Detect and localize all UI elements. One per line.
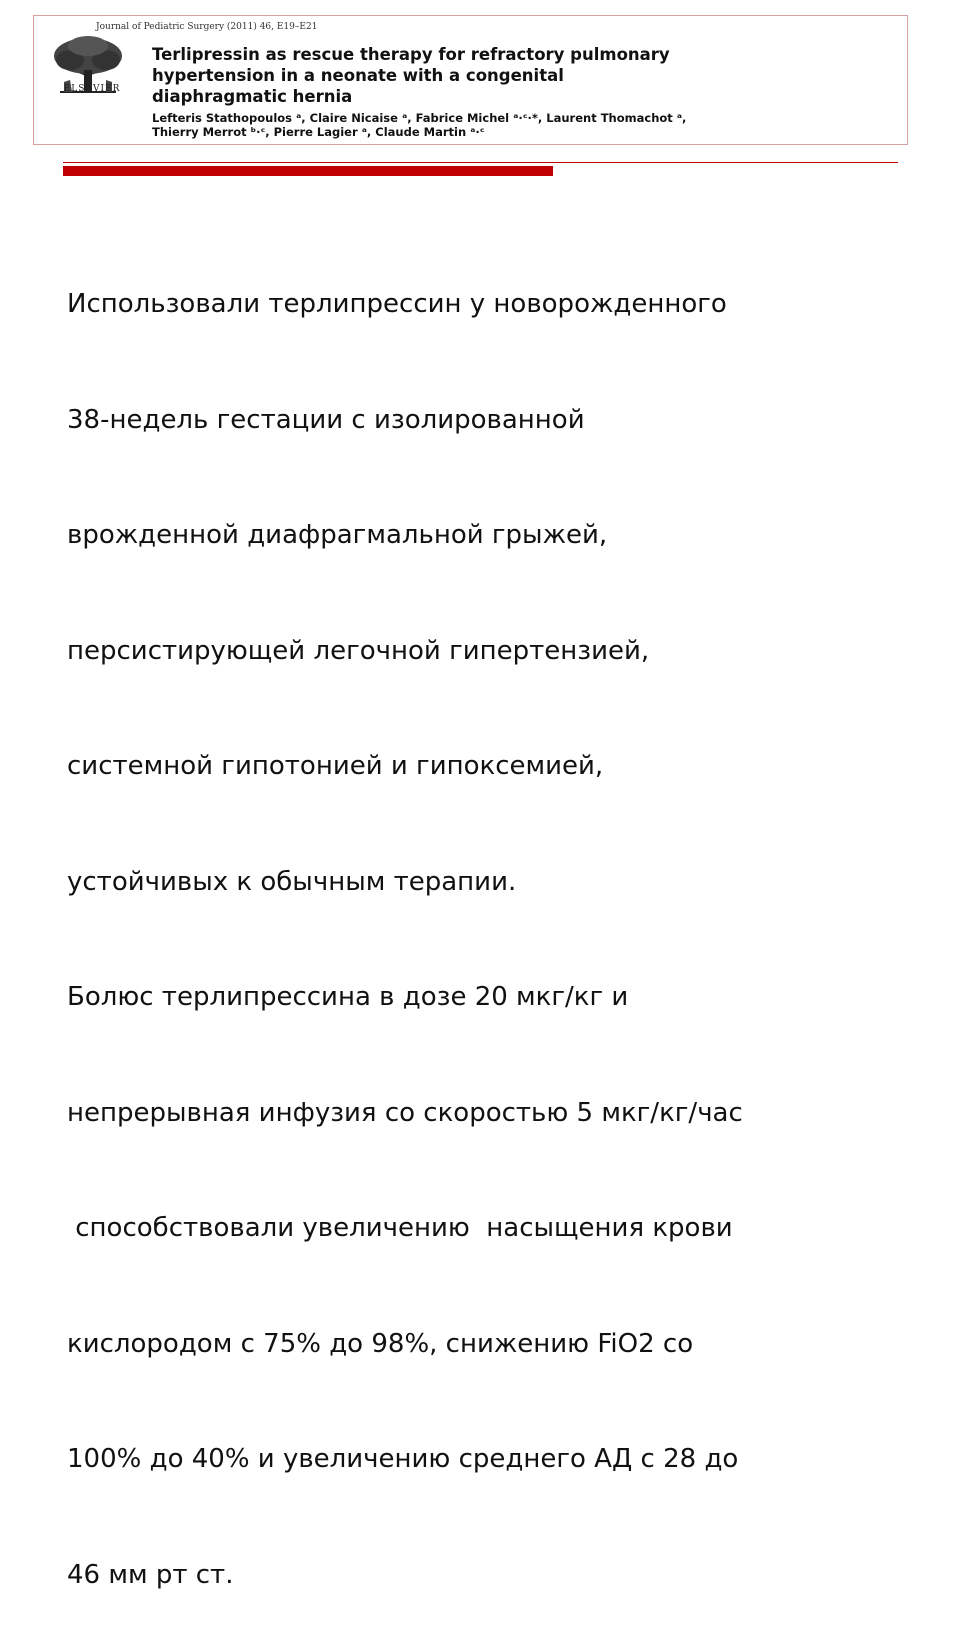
body-line: персистирующей легочной гипертензией,	[67, 635, 650, 666]
body-line: кислородом с 75% до 98%, снижению FiO2 со	[67, 1328, 694, 1359]
body-line: 100% до 40% и увеличению среднего АД с 28 до	[67, 1444, 739, 1474]
body-line: устойчивых к обычным терапии.	[67, 866, 517, 897]
authors-line: Lefteris Stathopoulos ᵃ, Claire Nicaise ᵃ, Fabrice Michel ᵃ·ᶜ·*, Laurent Thomachot ᵃ,	[152, 111, 687, 125]
divider-thin	[63, 162, 898, 163]
authors-line: Thierry Merrot ᵇ·ᶜ, Pierre Lagier ᵃ, Claude Martin ᵃ·ᶜ	[152, 125, 485, 139]
paper-authors	[152, 111, 902, 139]
body-line: Болюс терлипрессина в дозе 20 мкг/кг и	[67, 982, 629, 1012]
divider-thick	[63, 166, 553, 176]
article-header-image	[33, 15, 908, 145]
body-line: способствовали увеличению насыщения крови	[67, 1213, 733, 1243]
body-line: 38-недель гестации с изолированной	[67, 404, 585, 435]
paper-title-line: hypertension in a neonate with a congenital	[152, 66, 564, 85]
paper-title-line: Terlipressin as rescue therapy for refractory pulmonary	[152, 45, 670, 64]
publisher-logo-text: ELSEVIER	[63, 84, 121, 94]
body-line: врожденной диафрагмальной грыжей,	[67, 520, 608, 550]
body-line: Использовали терлипрессин у новорожденного	[67, 289, 727, 319]
paper-title-line: diaphragmatic hernia	[152, 87, 353, 106]
body-line: системной гипотонией и гипоксемией,	[67, 751, 604, 781]
journal-citation: Journal of Pediatric Surgery (2011) 46, E19–E21	[96, 22, 318, 32]
slide-body-text	[67, 208, 927, 1633]
body-line: непрерывная инфузия со скоростью 5 мкг/кг/час	[67, 1097, 743, 1128]
paper-title	[152, 44, 902, 107]
elsevier-tree-logo	[40, 30, 136, 112]
body-line: 46 мм рт ст.	[67, 1559, 234, 1590]
